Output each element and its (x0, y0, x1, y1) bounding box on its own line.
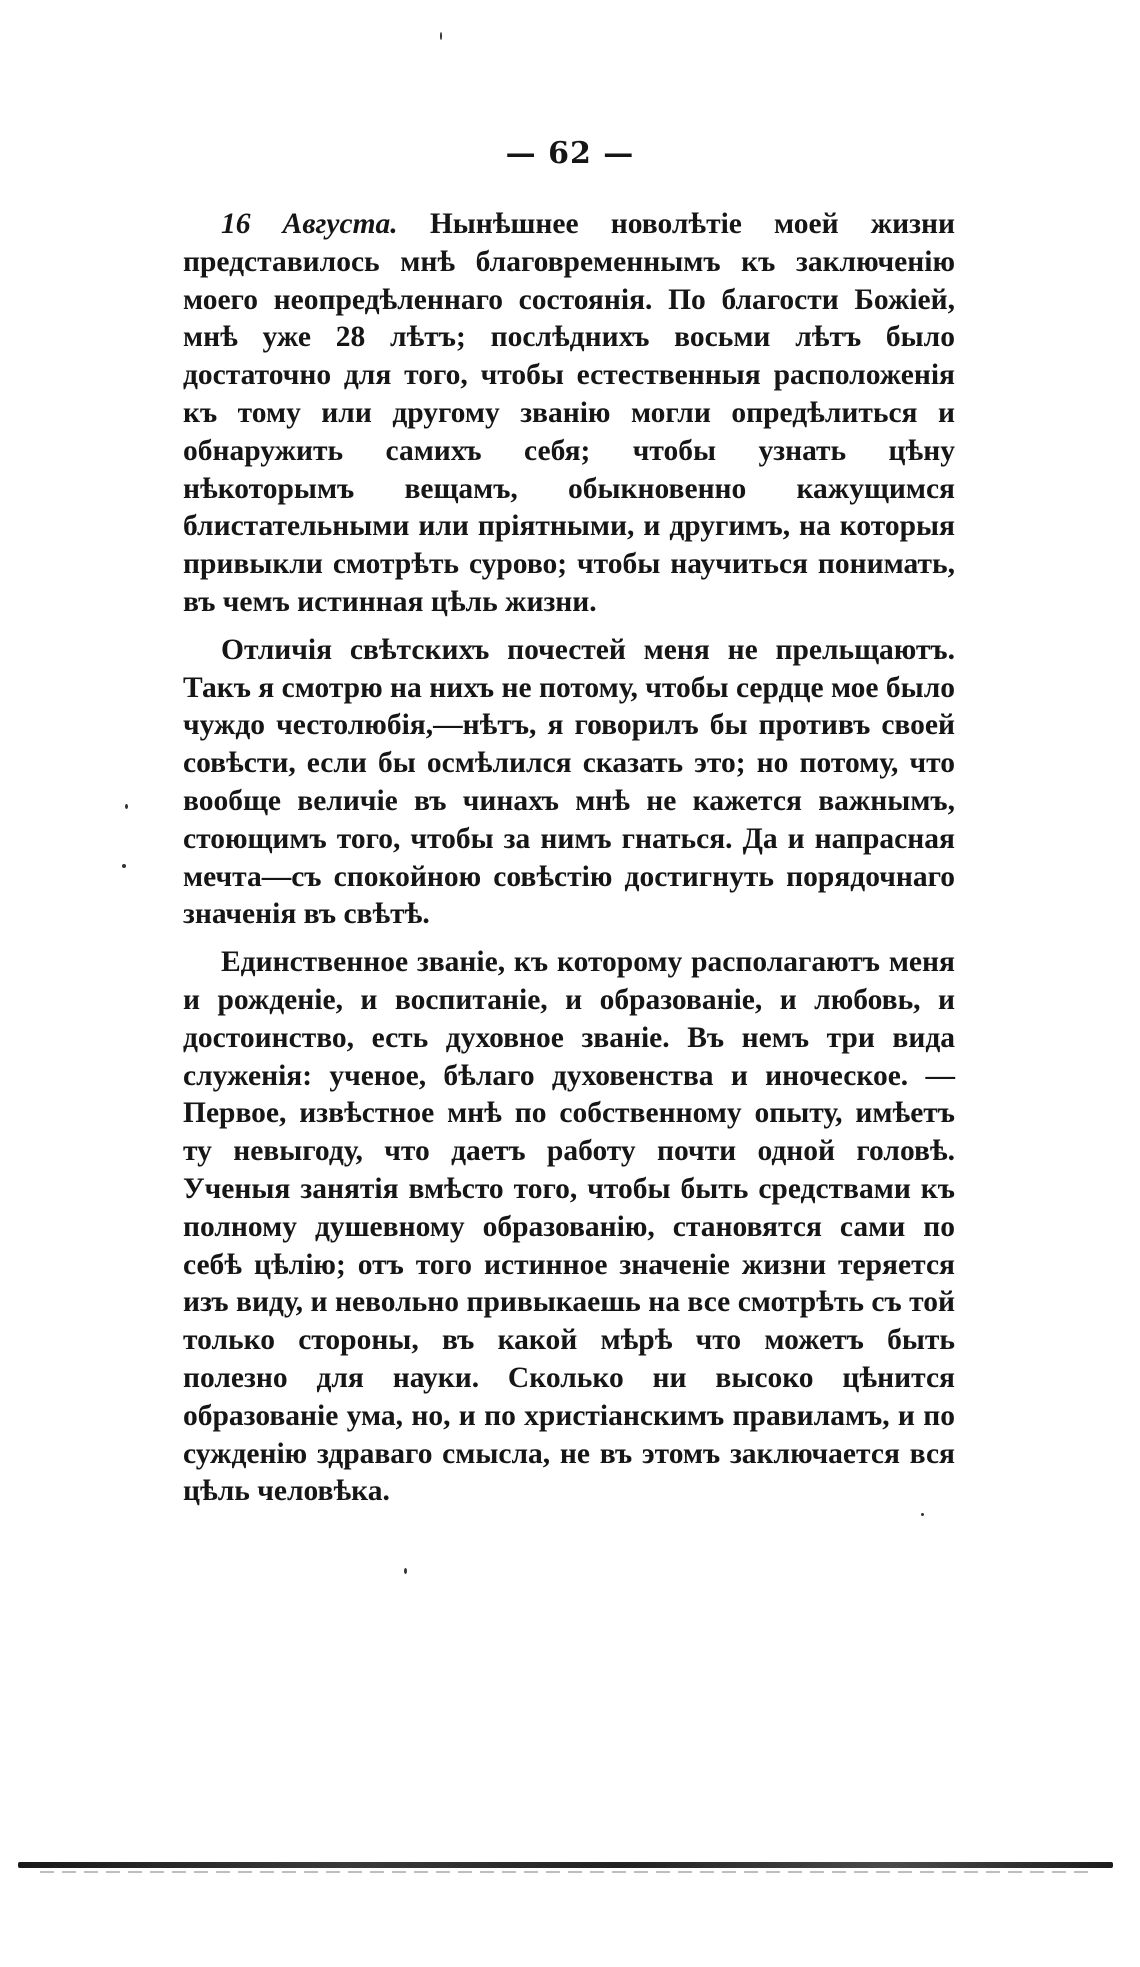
ink-speck (122, 864, 126, 868)
paragraph-2: Отличія свѣтскихъ почестей меня не прельщаютъ. Такъ я смотрю на нихъ не потому, чтобы сердце мое было чуждо честолюбія,—нѣтъ, я говорилъ бы противъ своей совѣсти, если бы осмѣлился сказать это; но потому, что вообще величіе въ чинахъ мнѣ не кажется важнымъ, стоющимъ того, чтобы за нимъ гнаться. Да и напрасная мечта—съ спокойною совѣстію достигнуть порядочнаго значенія въ свѣтѣ. (183, 633, 955, 931)
page-bottom-rule-shadow (40, 1871, 1090, 1873)
body-text (183, 206, 955, 1511)
paragraph-1 (183, 206, 955, 622)
page-bottom-rule (18, 1862, 1113, 1868)
ink-speck (440, 32, 442, 40)
paragraph-3: Единственное званіе, къ которому располагаютъ меня и рожденіе, и воспитаніе, и образованіе, и любовь, и достоинство, есть духовное званіе. Въ немъ три вида служенія: ученое, бѣлаго духовенства и иноческое. — Первое, извѣстное мнѣ по собственному опыту, имѣетъ ту невыгоду, что даетъ работу почти одной головѣ. Ученыя занятія вмѣсто того, чтобы быть средствами къ полному душевному образованію, становятся сами по себѣ цѣлію; отъ того истинное значеніе жизни теряется изъ виду, и невольно привыкаешь на все смотрѣть съ той только стороны, въ какой мѣрѣ что можетъ быть полезно для науки. Сколько ни высоко цѣнится образованіе ума, но, и по христіанскимъ правиламъ, и по сужденію здраваго смысла, не въ этомъ заключается вся цѣль человѣка. (183, 946, 955, 1508)
paragraph-1-text: Нынѣшнее новолѣтіе моей жизни представилось мнѣ благовременнымъ къ заключенію моего неопредѣленнаго состоянія. По благости Божіей, мнѣ уже 28 лѣтъ; послѣднихъ восьми лѣтъ было достаточно для того, чтобы естественныя расположенія къ тому или другому званію могли опредѣлиться и обнаружить самихъ себя; чтобы узнать цѣну нѣкоторымъ вещамъ, обыкновенно кажущимся блистательными или пріятными, и другимъ, на которыя привыкли смотрѣть сурово; чтобы научиться понимать, въ чемъ истинная цѣль жизни. (183, 208, 955, 618)
ink-speck (125, 804, 128, 809)
ink-speck (404, 1568, 407, 1574)
page-number: — 62 — (505, 136, 635, 171)
ink-speck (921, 1513, 924, 1516)
diary-date: 16 Августа. (221, 208, 398, 240)
